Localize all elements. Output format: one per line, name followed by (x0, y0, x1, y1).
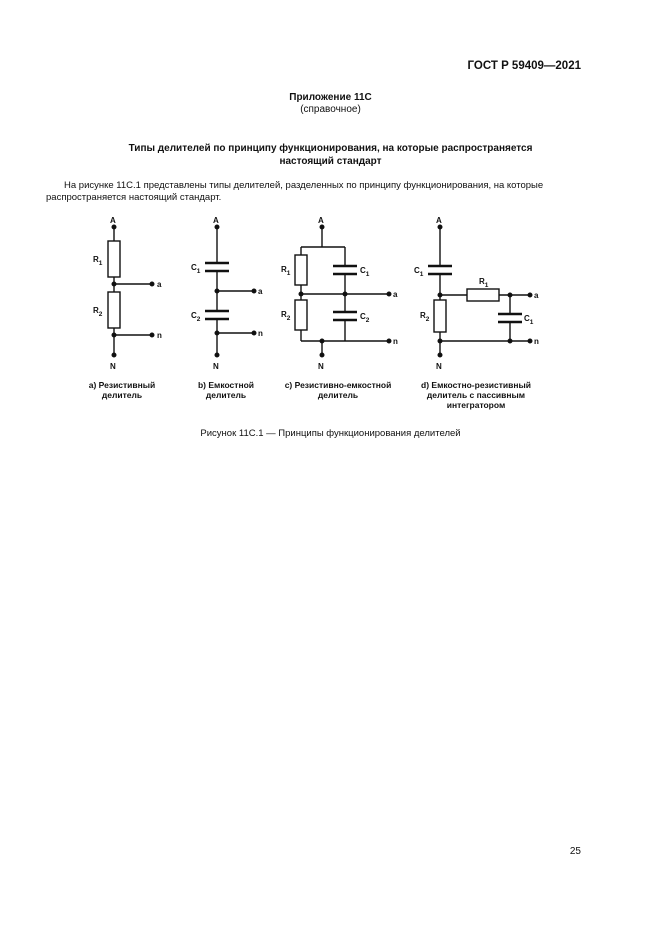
resistor-r1-d (467, 289, 499, 301)
intro-paragraph (46, 180, 606, 204)
section-heading-line2: настоящий стандарт (279, 156, 382, 167)
caption-a-line1: a) Резистивный (88, 380, 156, 390)
terminal-A-a: A (110, 216, 116, 225)
caption-d-line3: интегратором (446, 400, 506, 410)
circuit-capacitive (191, 216, 263, 400)
terminal-a-c: a (393, 290, 398, 299)
appendix-subtitle: (справочное) (300, 104, 361, 115)
resistor-r2-c (295, 300, 307, 330)
resistor-r1 (108, 241, 120, 277)
label-c2-b: $C_2$ (191, 311, 201, 323)
label-c1-d: $C_1$ (414, 266, 424, 278)
terminal-n-b: n (258, 329, 263, 338)
circuit-capacitive-resistive-integrator (414, 216, 539, 410)
terminal-a-b: a (258, 287, 263, 296)
label-c2-c: $C_2$ (360, 312, 370, 324)
label-c1-b: $C_1$ (191, 263, 201, 275)
terminal-N-a: N (110, 362, 116, 371)
label-r2-d: $R_2$ (420, 311, 430, 323)
caption-a-line2: делитель (101, 390, 143, 400)
label-r1-c: $R_1$ (281, 265, 291, 277)
section-heading (0, 142, 661, 168)
terminal-N-b: N (213, 362, 219, 371)
terminal-A-c: A (318, 216, 324, 225)
resistor-r2 (108, 292, 120, 328)
label-r2-a: $R_2$ (93, 306, 103, 318)
section-heading-line1: Типы делителей по принципу функционирования, на которые распространяется (128, 143, 533, 154)
caption-b-line1: b) Емкостной (197, 380, 255, 390)
intro-paragraph-line1: На рисунке 11С.1 представлены типы делителей, разделенных по принципу функционирования, на которые (64, 180, 544, 191)
page-number: 25 (569, 846, 581, 857)
label-r2-c: $R_2$ (281, 310, 291, 322)
circuit-resistive (89, 216, 162, 400)
terminal-n-c: n (393, 337, 398, 346)
terminal-n-a: n (157, 331, 162, 340)
label-r1-d: $R_1$ (479, 277, 489, 289)
caption-b-line2: делитель (205, 390, 247, 400)
terminal-N-c: N (318, 362, 324, 371)
terminal-A-d: A (436, 216, 442, 225)
figure-caption: Рисунок 11С.1 — Принципы функционирования делителей (200, 428, 461, 439)
standard-number: ГОСТ Р 59409—2021 (467, 60, 581, 72)
label-r1-a: $R_1$ (93, 255, 103, 267)
label-c1-c: $C_1$ (360, 266, 370, 278)
resistor-r1-c (295, 255, 307, 285)
caption-c-line2: делитель (317, 390, 359, 400)
terminal-A-b: A (213, 216, 219, 225)
terminal-a-a: a (157, 280, 162, 289)
caption-d-line2: делитель с пассивным (426, 390, 526, 400)
caption-d-line1: d) Емкостно-резистивный (421, 380, 531, 390)
caption-c-line1: c) Резистивно-емкостной (284, 380, 392, 390)
resistor-r2-d (434, 300, 446, 332)
label-c-integrator: $C_1$ (524, 314, 534, 326)
circuit-resistive-capacitive (281, 216, 398, 400)
terminal-n-d: n (534, 337, 539, 346)
intro-paragraph-line2: распространяется настоящий стандарт. (46, 192, 222, 203)
divider-circuits-figure (0, 205, 661, 420)
appendix-title: Приложение 11С (289, 92, 372, 103)
terminal-a-d: a (534, 291, 539, 300)
terminal-N-d: N (436, 362, 442, 371)
